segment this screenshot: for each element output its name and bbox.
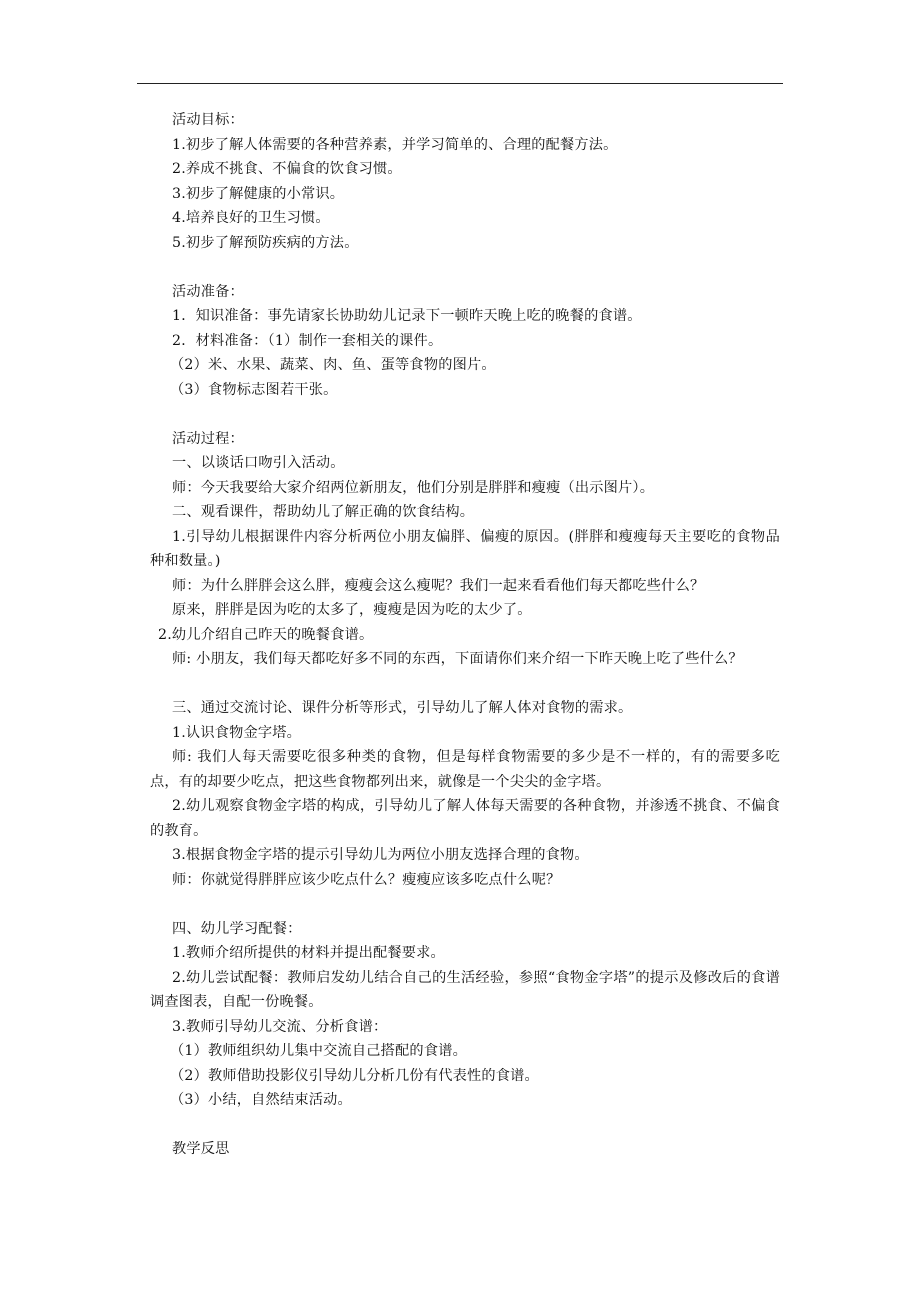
preparation-heading: 活动准备： — [172, 283, 244, 300]
paragraph: 1.教师介绍所提供的材料并提出配餐要求。 — [172, 945, 445, 961]
teacher-line: 师: 小朋友，我们每天都吃好多不同的东西，下面请你们来介绍一下昨天晚上吃了些什么？ — [172, 651, 743, 667]
preparation-item: 2．材料准备：（1）制作一套相关的课件。 — [172, 332, 443, 349]
paragraph: 2.幼儿介绍自己昨天的晚餐食谱。 — [158, 626, 374, 643]
teacher-line: 师：为什么胖胖会这么胖，瘦瘦会这么瘦呢？我们一起来看看他们每天都吃些什么？ — [172, 577, 705, 594]
document-body — [150, 108, 780, 1162]
paragraph: 原来，胖胖是因为吃的太多了，瘦瘦是因为吃的太少了。 — [172, 602, 532, 618]
goals-heading: 活动目标： — [172, 112, 244, 128]
header-rule — [137, 83, 783, 84]
paragraph: 3.根据食物金字塔的提示引导幼儿为两位小朋友选择合理的食物。 — [172, 847, 589, 863]
goal-item: 1.初步了解人体需要的各种营养素，并学习简单的、合理的配餐方法。 — [172, 136, 618, 153]
process-heading: 活动过程： — [172, 430, 244, 447]
section-title: 二、观看课件，帮助幼儿了解正确的饮食结构。 — [172, 504, 475, 520]
spacer — [150, 892, 780, 917]
section-title: 四、幼儿学习配餐： — [172, 920, 302, 937]
goal-item: 3.初步了解健康的小常识。 — [172, 185, 345, 202]
spacer — [150, 402, 780, 427]
spacer — [150, 672, 780, 697]
preparation-item: （3）食物标志图若干张。 — [170, 381, 338, 398]
sub-item: （3）小结，自然结束活动。 — [170, 1092, 352, 1108]
paragraph: 1.认识食物金字塔。 — [172, 724, 302, 741]
paragraph: 2.幼儿观察食物金字塔的构成，引导幼儿了解人体每天需要的各种食物，并渗透不挑食、不偏食的教育。 — [150, 798, 780, 839]
preparation-item: （2）米、水果、蔬菜、肉、鱼、蛋等食物的图片。 — [170, 357, 496, 373]
teacher-line: 师: 我们人每天需要吃很多种类的食物，但是每样食物需要的多少是不一样的，有的需要多吃点，有的却要少吃点，把这些食物都列出来，就像是一个尖尖的金字塔。 — [150, 749, 780, 790]
paragraph: 2.幼儿尝试配餐：教师启发幼儿结合自己的生活经验，参照“食物金字塔”的提示及修改后的食谱调查图表，自配一份晚餐。 — [150, 969, 780, 1010]
section-title: 三、通过交流讨论、课件分析等形式，引导幼儿了解人体对食物的需求。 — [172, 700, 633, 716]
spacer — [150, 255, 780, 280]
goal-item: 2.养成不挑食、不偏食的饮食习惯。 — [172, 161, 402, 177]
preparation-item: 1．知识准备：事先请家长协助幼儿记录下一顿昨天晚上吃的晚餐的食谱。 — [172, 308, 642, 324]
sub-item: （1）教师组织幼儿集中交流自己搭配的食谱。 — [170, 1043, 467, 1059]
spacer — [150, 1113, 780, 1138]
section-title: 一、以谈话口吻引入活动。 — [172, 455, 345, 471]
sub-item: （2）教师借助投影仪引导幼儿分析几份有代表性的食谱。 — [170, 1067, 539, 1084]
paragraph: 1.引导幼儿根据课件内容分析两位小朋友偏胖、偏瘦的原因。(胖胖和瘦瘦每天主要吃的食物品种和数量。) — [150, 528, 780, 569]
teacher-line: 师：今天我要给大家介绍两位新朋友，他们分别是胖胖和瘦瘦（出示图片）。 — [172, 479, 655, 496]
goal-item: 4.培养良好的卫生习惯。 — [172, 210, 330, 226]
goal-item: 5.初步了解预防疾病的方法。 — [172, 234, 359, 251]
reflection-heading: 教学反思 — [172, 1141, 230, 1157]
teacher-line: 师：你就觉得胖胖应该少吃点什么？瘦瘦应该多吃点什么呢？ — [172, 871, 561, 888]
paragraph: 3.教师引导幼儿交流、分析食谱： — [172, 1018, 388, 1035]
